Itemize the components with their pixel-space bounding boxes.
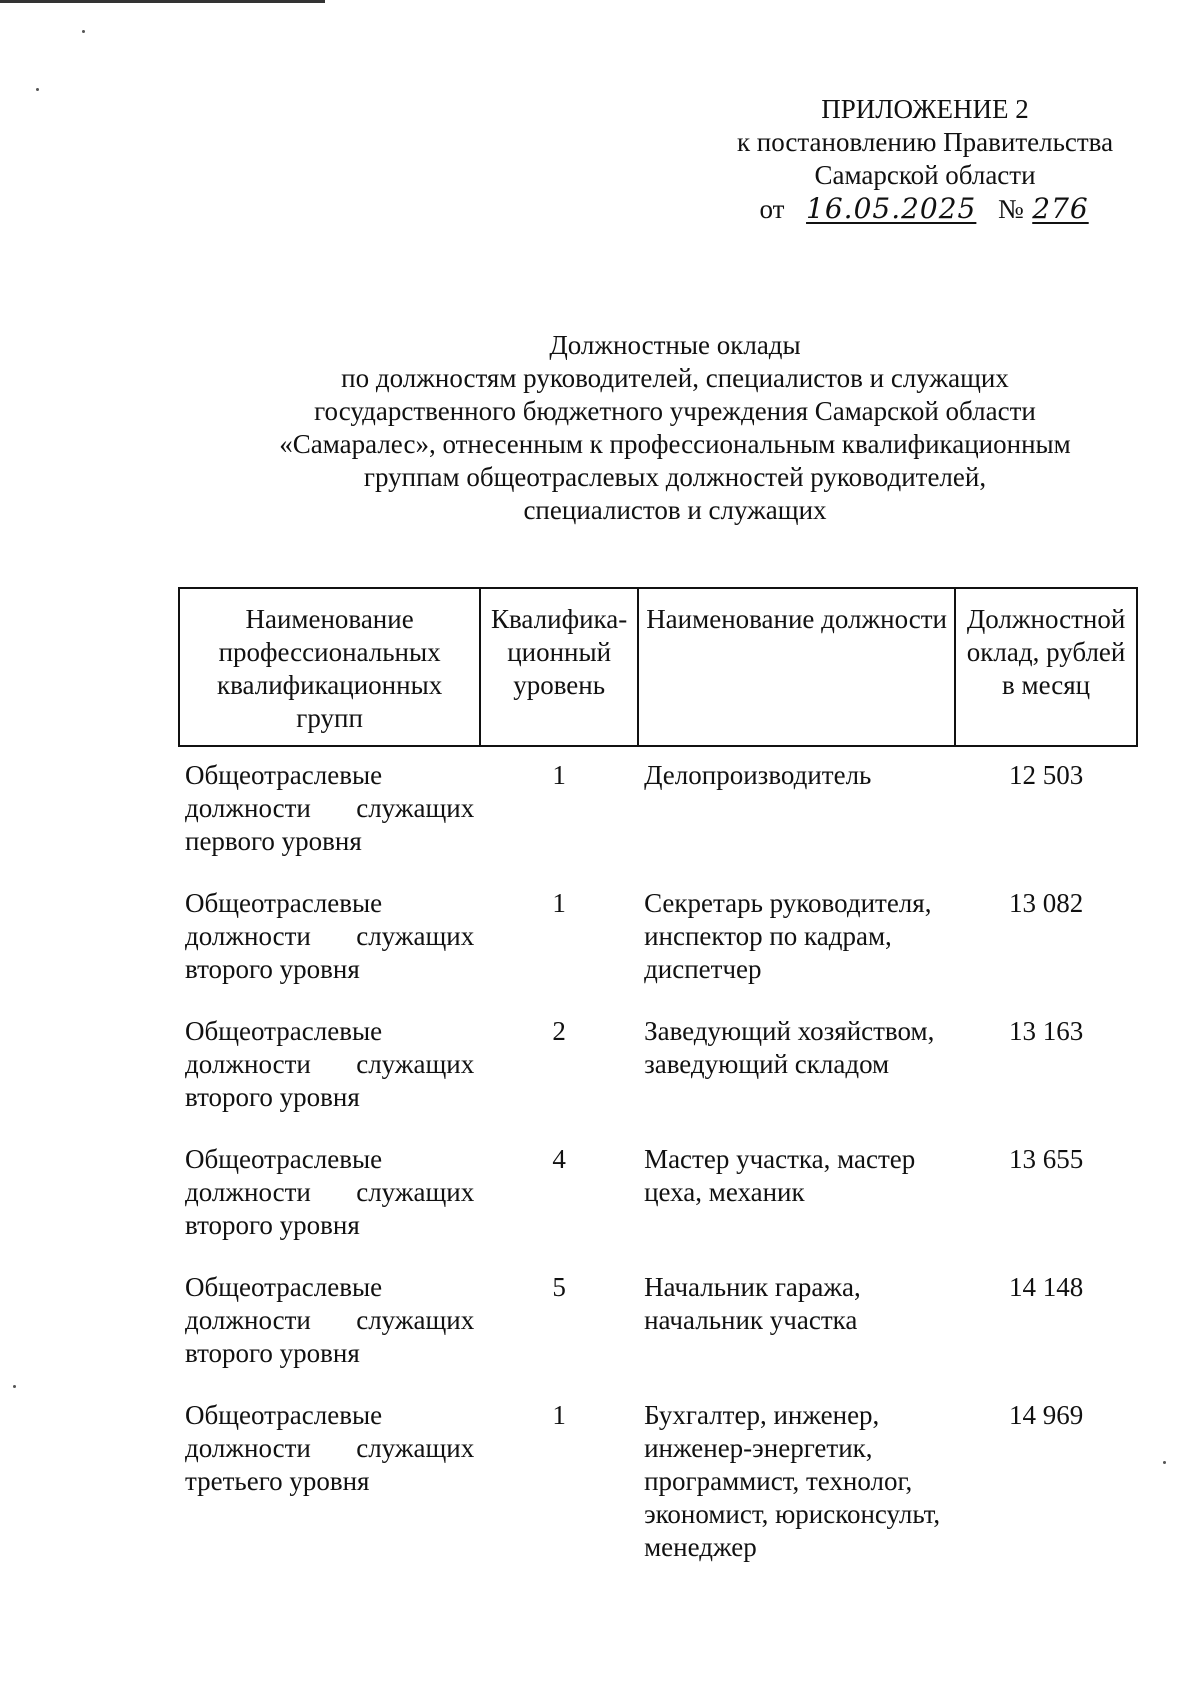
table-row — [179, 1387, 1137, 1581]
cell-position: Делопроизводитель — [644, 760, 872, 790]
cell-position: Заведующий хозяйством, заведующий складом — [644, 1016, 935, 1079]
header-salary: Должностной оклад, рублей в месяц — [955, 588, 1137, 746]
cell-group — [179, 1131, 480, 1259]
group-line: должности служащих — [185, 1433, 475, 1463]
appendix-header — [690, 93, 1160, 226]
title-line: государственного бюджетного учреждения Самарской области — [314, 396, 1036, 426]
group-line: второго уровня — [185, 954, 360, 984]
header-group: Наименование профессиональных квалификационных групп — [179, 588, 480, 746]
cell-level: 1 — [552, 1400, 566, 1430]
cell-group — [179, 746, 480, 875]
group-line: должности служащих — [185, 1049, 475, 1079]
group-line: должности служащих — [185, 1305, 475, 1335]
group-line: Общеотраслевые — [185, 888, 383, 918]
cell-salary: 14 148 — [1008, 1272, 1084, 1302]
cell-salary: 13 082 — [1008, 888, 1084, 918]
cell-salary: 14 969 — [1008, 1400, 1084, 1430]
cell-position: Мастер участка, мастер цеха, механик — [644, 1144, 916, 1207]
cell-position: Секретарь руководителя, инспектор по кадрам, диспетчер — [644, 888, 932, 984]
cell-salary: 13 163 — [1008, 1016, 1084, 1046]
table-header-row — [179, 588, 1137, 746]
group-line: третьего уровня — [185, 1466, 370, 1496]
group-line: Общеотраслевые — [185, 1016, 383, 1046]
cell-position: Бухгалтер, инженер, инженер-энергетик, программист, технолог, экономист, юрисконсульт, менеджер — [644, 1400, 941, 1562]
cell-group — [179, 1387, 480, 1581]
number-prefix: № — [997, 194, 1024, 224]
scan-speck — [1163, 1461, 1166, 1464]
appendix-reference: к постановлению Правительства — [736, 127, 1114, 157]
header-level: Квалифика-ционный уровень — [480, 588, 638, 746]
group-line: Общеотраслевые — [185, 760, 383, 790]
handwritten-number: 276 — [1032, 192, 1089, 225]
scan-speck — [13, 1385, 16, 1388]
header-position: Наименование должности — [638, 588, 955, 746]
table-row — [179, 1003, 1137, 1131]
table-row — [179, 875, 1137, 1003]
group-line: должности служащих — [185, 793, 475, 823]
cell-level: 5 — [552, 1272, 566, 1302]
table-row — [179, 1131, 1137, 1259]
title-line: Должностные оклады — [549, 330, 801, 360]
cell-salary: 13 655 — [1008, 1144, 1084, 1174]
handwritten-date: 16.05.2025 — [806, 192, 977, 225]
table-row — [179, 746, 1137, 875]
cell-group — [179, 875, 480, 1003]
appendix-date-line — [690, 192, 1160, 226]
group-line: второго уровня — [185, 1082, 360, 1112]
scan-speck — [36, 88, 39, 91]
appendix-region: Самарской области — [814, 160, 1036, 190]
cell-level: 2 — [552, 1016, 566, 1046]
cell-position: Начальник гаража, начальник участка — [644, 1272, 861, 1335]
cell-level: 1 — [552, 888, 566, 918]
title-line: по должностям руководителей, специалистов и служащих — [341, 363, 1009, 393]
title-line: группам общеотраслевых должностей руководителей, — [363, 462, 987, 492]
group-line: второго уровня — [185, 1338, 360, 1368]
scan-border-line — [0, 0, 325, 3]
cell-level: 4 — [552, 1144, 566, 1174]
scan-speck — [82, 30, 85, 33]
group-line: должности служащих — [185, 1177, 475, 1207]
group-line: второго уровня — [185, 1210, 360, 1240]
table-row — [179, 1259, 1137, 1387]
cell-group — [179, 1003, 480, 1131]
group-line: Общеотраслевые — [185, 1400, 383, 1430]
document-title — [180, 329, 1170, 527]
date-prefix: от — [759, 194, 785, 224]
cell-level: 1 — [552, 760, 566, 790]
group-line: Общеотраслевые — [185, 1272, 383, 1302]
salary-table — [178, 587, 1138, 1581]
group-line: Общеотраслевые — [185, 1144, 383, 1174]
cell-salary: 12 503 — [1008, 760, 1084, 790]
cell-group — [179, 1259, 480, 1387]
title-line: «Самаралес», отнесенным к профессиональным квалификационным — [279, 429, 1071, 459]
group-line: первого уровня — [185, 826, 362, 856]
title-line: специалистов и служащих — [523, 495, 827, 525]
group-line: должности служащих — [185, 921, 475, 951]
appendix-title: ПРИЛОЖЕНИЕ 2 — [821, 94, 1029, 124]
